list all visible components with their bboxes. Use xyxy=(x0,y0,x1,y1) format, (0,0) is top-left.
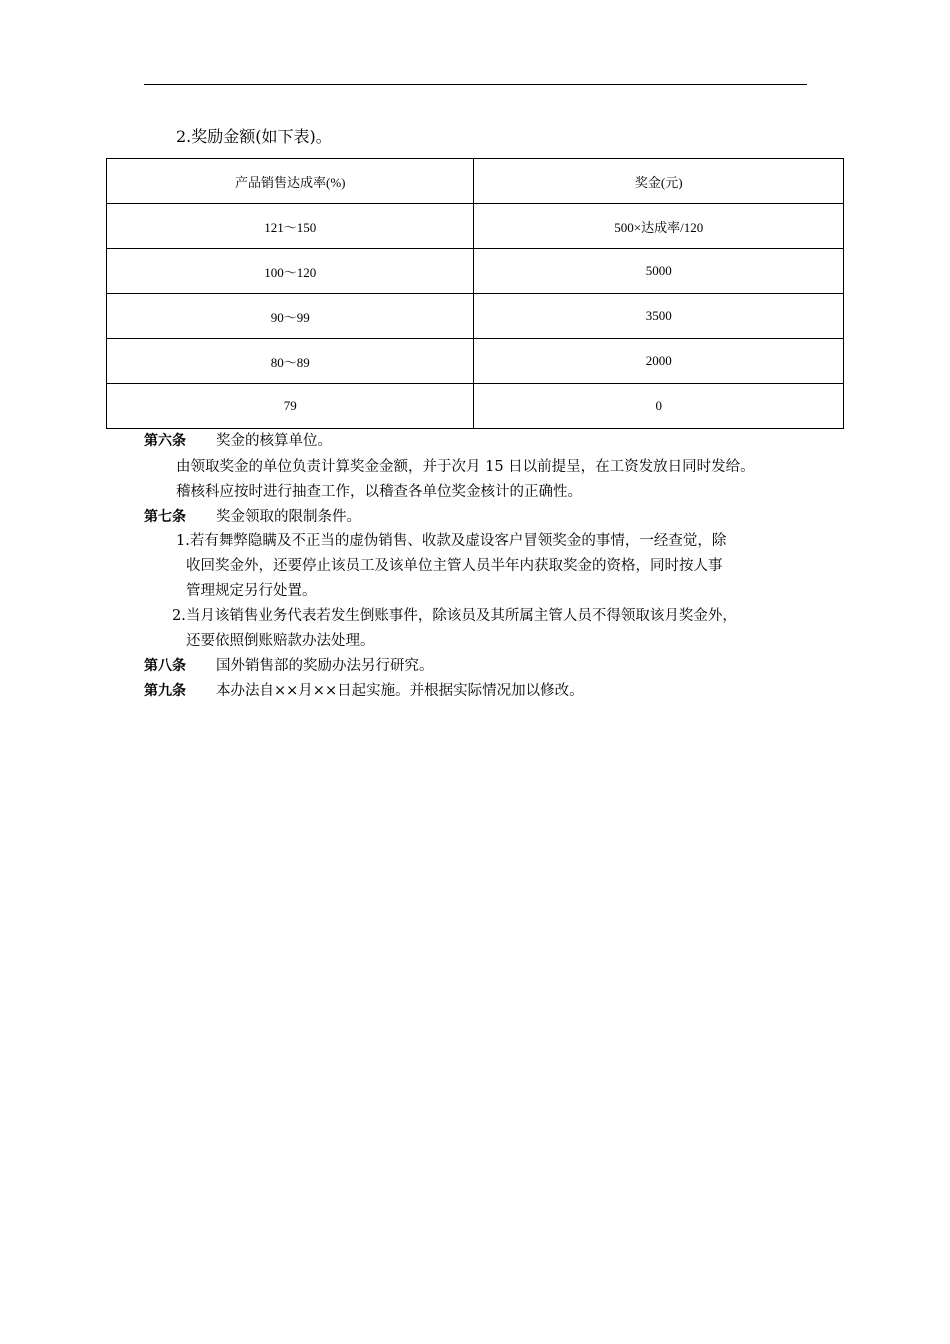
article-6-label: 第六条 xyxy=(144,433,186,449)
table-row xyxy=(107,339,844,384)
article-6-heading xyxy=(144,429,332,453)
cell-bonus: 5000 xyxy=(474,249,844,294)
article-8 xyxy=(144,654,434,678)
article-6-line-1: 由领取奖金的单位负责计算奖金金额，并于次月 15 日以前提呈，在工资发放日同时发给。 xyxy=(176,459,755,475)
cell-bonus: 2000 xyxy=(474,339,844,384)
article-8-title: 国外销售部的奖励办法另行研究。 xyxy=(216,658,434,674)
cell-bonus: 3500 xyxy=(474,294,844,339)
article-7-line-5: 还要依照倒账赔款办法处理。 xyxy=(186,633,375,649)
table-row xyxy=(107,294,844,339)
section-heading: 2.奖励金额(如下表)。 xyxy=(176,127,332,146)
cell-bonus: 500×达成率/120 xyxy=(474,204,844,249)
article-7-label: 第七条 xyxy=(144,509,186,525)
header-bonus: 奖金(元) xyxy=(474,159,844,204)
cell-rate: 100～120 xyxy=(107,249,474,294)
article-7-line-2: 收回奖金外，还要停止该员工及该单位主管人员半年内获取奖金的资格，同时按人事 xyxy=(186,558,723,574)
header-rule xyxy=(144,84,807,85)
cell-rate: 79 xyxy=(107,384,474,429)
table-row xyxy=(107,204,844,249)
table-row xyxy=(107,249,844,294)
article-7-line-3: 管理规定另行处置。 xyxy=(186,583,317,599)
cell-rate: 80～89 xyxy=(107,339,474,384)
article-9 xyxy=(144,679,584,703)
article-7-line-1: 1.若有舞弊隐瞒及不正当的虚伪销售、收款及虚设客户冒领奖金的事情，一经查觉，除 xyxy=(176,533,727,549)
header-achievement-rate: 产品销售达成率(%) xyxy=(107,159,474,204)
table-row xyxy=(107,384,844,429)
cell-rate: 121～150 xyxy=(107,204,474,249)
bonus-table xyxy=(106,158,844,429)
cell-bonus: 0 xyxy=(474,384,844,429)
article-7-title: 奖金领取的限制条件。 xyxy=(216,509,361,525)
article-9-title: 本办法自××月××日起实施。并根据实际情况加以修改。 xyxy=(216,683,584,699)
cell-rate: 90～99 xyxy=(107,294,474,339)
article-6-title: 奖金的核算单位。 xyxy=(216,433,332,449)
article-9-label: 第九条 xyxy=(144,683,186,699)
article-8-label: 第八条 xyxy=(144,658,186,674)
article-6-line-2: 稽核科应按时进行抽查工作，以稽查各单位奖金核计的正确性。 xyxy=(176,484,582,500)
table-header-row xyxy=(107,159,844,204)
article-7-heading xyxy=(144,505,361,529)
article-7-line-4: 2.当月该销售业务代表若发生倒账事件，除该员及其所属主管人员不得领取该月奖金外， xyxy=(172,608,737,624)
